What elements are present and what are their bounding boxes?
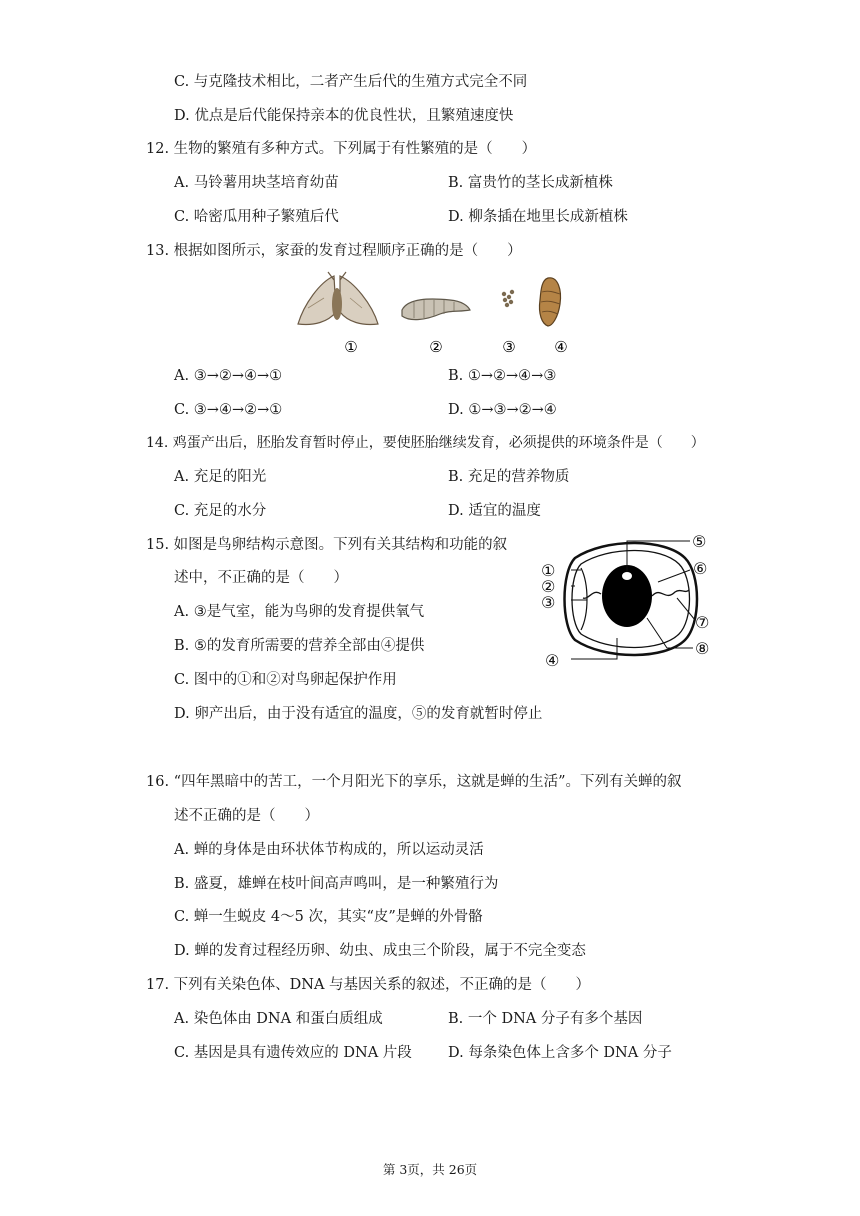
q13-option-c: C. ③→④→②→① [174, 402, 283, 418]
q16-option-b: B. 盛夏，雄蝉在枝叶间高声鸣叫，是一种繁殖行为 [174, 876, 499, 892]
pupa-illustration [539, 278, 560, 326]
silkworm-lifecycle-figure [290, 268, 590, 360]
q17-option-a: A. 染色体由 DNA 和蛋白质组成 [174, 1011, 383, 1027]
q14-option-d: D. 适宜的温度 [448, 503, 541, 519]
page-footer: 第 3页，共 26页 [382, 1162, 478, 1177]
q12-stem: 12. 生物的繁殖有多种方式。下列属于有性繁殖的是（ ） [146, 141, 537, 157]
egg-label-6: ⑥ [693, 559, 708, 578]
q12-option-a: A. 马铃薯用块茎培育幼苗 [174, 175, 339, 191]
eggs-illustration [502, 290, 514, 307]
q15-option-c: C. 图中的①和②对鸟卵起保护作用 [174, 672, 397, 688]
egg-label-8: ⑧ [695, 639, 710, 658]
q14-option-a: A. 充足的阳光 [174, 469, 267, 485]
q15-option-d: D. 卵产出后，由于没有适宜的温度，⑤的发育就暂时停止 [174, 706, 543, 722]
silkworm-label-3: ③ [502, 338, 516, 356]
q17-stem: 17. 下列有关染色体、DNA 与基因关系的叙述，不正确的是（ ） [146, 977, 591, 993]
silkworm-label-4: ④ [554, 338, 568, 356]
q14-stem: 14. 鸡蛋产出后，胚胎发育暂时停止，要使胚胎继续发育，必须提供的环境条件是（ ） [146, 435, 705, 451]
q16-option-c: C. 蝉一生蜕皮 4～5 次，其实“皮”是蝉的外骨骼 [174, 909, 483, 925]
egg-label-4: ④ [545, 651, 560, 670]
q12-option-b: B. 富贵竹的茎长成新植株 [448, 175, 613, 191]
egg-label-1: ① [541, 561, 556, 580]
q15-option-b: B. ⑤的发育所需要的营养全部由④提供 [174, 638, 425, 654]
q12-option-d: D. 柳条插在地里长成新植株 [448, 209, 628, 225]
egg-label-2: ② [541, 577, 556, 596]
q15-stem-line2: 述中，不正确的是（ ） [174, 570, 348, 586]
moth-illustration [298, 272, 378, 325]
bird-egg-diagram [535, 528, 725, 673]
q16-stem-line1: 16. “四年黑暗中的苦工，一个月阳光下的享乐，这就是蝉的生活”。下列有关蝉的叙 [146, 774, 682, 790]
q14-option-c: C. 充足的水分 [174, 503, 267, 519]
q16-stem-line2: 述不正确的是（ ） [174, 808, 319, 824]
q12-option-c: C. 哈密瓜用种子繁殖后代 [174, 209, 339, 225]
q13-option-d: D. ①→③→②→④ [448, 402, 557, 418]
q15-option-a: A. ③是气室，能为鸟卵的发育提供氧气 [174, 604, 425, 620]
q13-option-a: A. ③→②→④→① [174, 368, 283, 384]
q11-option-d: D. 优点是后代能保持亲本的优良性状，且繁殖速度快 [174, 108, 514, 124]
q17-option-b: B. 一个 DNA 分子有多个基因 [448, 1011, 643, 1027]
silkworm-label-2: ② [429, 338, 443, 356]
larva-illustration [402, 299, 470, 320]
egg-label-3: ③ [541, 593, 556, 612]
q16-option-d: D. 蝉的发育过程经历卵、幼虫、成虫三个阶段，属于不完全变态 [174, 943, 586, 959]
q14-option-b: B. 充足的营养物质 [448, 469, 570, 485]
q16-option-a: A. 蝉的身体是由环状体节构成的，所以运动灵活 [174, 842, 484, 858]
q17-option-c: C. 基因是具有遗传效应的 DNA 片段 [174, 1045, 412, 1061]
q13-stem: 13. 根据如图所示，家蚕的发育过程顺序正确的是（ ） [146, 243, 522, 259]
egg-label-5: ⑤ [692, 532, 707, 551]
q13-option-b: B. ①→②→④→③ [448, 368, 557, 384]
q17-option-d: D. 每条染色体上含多个 DNA 分子 [448, 1045, 672, 1061]
q11-option-c: C. 与克隆技术相比，二者产生后代的生殖方式完全不同 [174, 74, 528, 90]
q15-stem-line1: 15. 如图是鸟卵结构示意图。下列有关其结构和功能的叙 [146, 537, 508, 553]
egg-label-7: ⑦ [695, 613, 710, 632]
silkworm-label-1: ① [344, 338, 358, 356]
